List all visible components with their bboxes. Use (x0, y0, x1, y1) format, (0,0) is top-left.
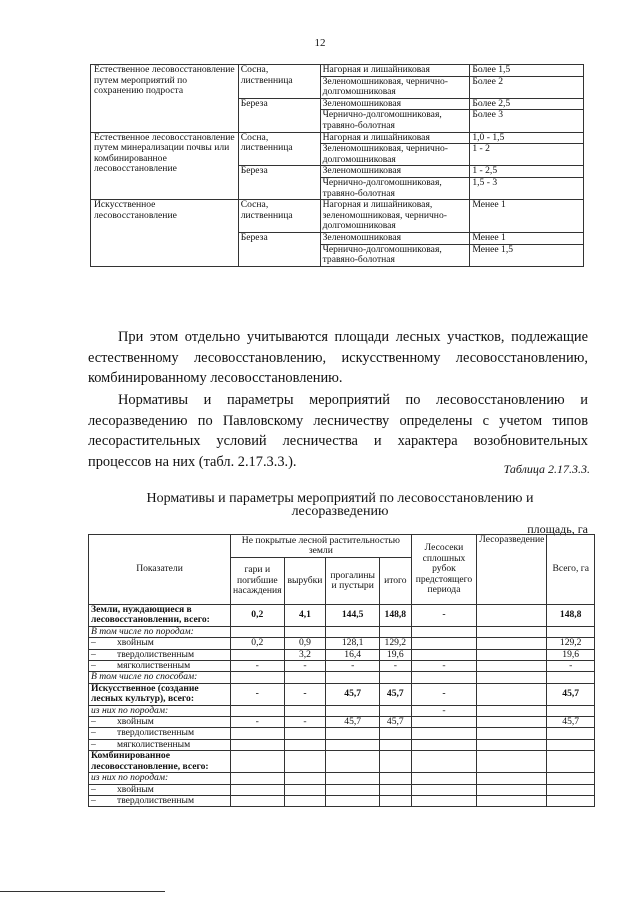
paragraph-norms: Нормативы и параметры мероприятий по лесовосстановлению и лесоразведению по Павловскому лесничеству определены с учетом типов лесорастительных условий лесничества и характера возобновительных процессов на них (табл. 2.17.3.3.). (88, 392, 588, 470)
value-cell (380, 751, 412, 773)
condition-cell: Зеленомошниковая (320, 232, 470, 244)
value-cell: 148,8 (547, 605, 595, 627)
row-label-text: В том числе по способам: (91, 671, 198, 683)
row-dash: – (91, 716, 96, 728)
table-row (89, 683, 595, 705)
value-cell: - (231, 683, 284, 705)
row-label (89, 649, 231, 660)
value-cell: Менее 1 (470, 200, 584, 233)
table-row (89, 717, 595, 728)
value-cell: 45,7 (380, 717, 412, 728)
header-total: Всего, га (547, 535, 595, 605)
table-row (91, 65, 584, 77)
value-cell (411, 649, 477, 660)
value-cell (380, 795, 412, 806)
value-cell: - (284, 717, 326, 728)
value-cell (477, 683, 547, 705)
condition-cell: Чернично-долгомошниковая, травяно-болотная (320, 177, 470, 199)
value-cell (547, 784, 595, 795)
value-cell (231, 795, 284, 806)
value-cell (477, 773, 547, 784)
row-label (89, 638, 231, 649)
value-cell: - (326, 661, 380, 672)
norms-table-body (89, 605, 595, 807)
row-label (89, 784, 231, 795)
row-label (89, 672, 231, 683)
value-cell (411, 795, 477, 806)
table-title-line: Нормативы и параметры мероприятий по лесовосстановлению и (146, 491, 534, 506)
value-cell: 19,6 (547, 649, 595, 660)
condition-cell: Нагорная и лишайниковая (320, 65, 470, 77)
row-dash: – (91, 727, 96, 739)
value-cell (477, 795, 547, 806)
value-cell: - (411, 605, 477, 627)
header-indicators: Показатели (89, 535, 231, 605)
value-cell: - (231, 717, 284, 728)
value-cell (477, 784, 547, 795)
value-cell (547, 626, 595, 637)
value-cell: Более 1,5 (470, 65, 584, 77)
value-cell (284, 739, 326, 750)
value-cell: - (411, 661, 477, 672)
row-label (89, 626, 231, 637)
row-label-text: твердолиственным (117, 727, 195, 739)
value-cell (326, 672, 380, 683)
value-cell (284, 784, 326, 795)
value-cell (411, 717, 477, 728)
value-cell: 4,1 (284, 605, 326, 627)
value-cell (284, 626, 326, 637)
method-cell: Естественное лесовосстановление путем минерализации почвы или комбинированное лесовосстановление (91, 132, 239, 200)
value-cell: - (547, 661, 595, 672)
value-cell (231, 751, 284, 773)
header-cutting-areas: Лесосеки сплошных рубок предстоящего периода (411, 535, 477, 605)
header-afforestation: Лесоразведение (477, 535, 547, 605)
value-cell (411, 672, 477, 683)
header-total-sub: итого (380, 558, 412, 605)
value-cell (477, 638, 547, 649)
value-cell (231, 739, 284, 750)
table-row (89, 739, 595, 750)
row-label-text: твердолиственным (117, 648, 195, 660)
value-cell (231, 626, 284, 637)
value-cell (477, 739, 547, 750)
value-cell (380, 672, 412, 683)
row-label (89, 705, 231, 716)
value-cell: Более 2,5 (470, 98, 584, 110)
header-burnt: гари и погибшие насаждения (231, 558, 284, 605)
paragraph-separate-areas: При этом отдельно учитываются площади лесных участков, подлежащие естественному лесовосстановлению, искусственному лесовосстановлению, комбинированному лесовосстановлению. (88, 329, 588, 386)
value-cell: 45,7 (547, 683, 595, 705)
row-label-text: Искусственное (создание лесных культур), всего: (91, 682, 199, 705)
header-row (89, 535, 595, 558)
row-label (89, 605, 231, 627)
value-cell (284, 795, 326, 806)
row-label (89, 661, 231, 672)
table-row (89, 649, 595, 660)
value-cell: 1,5 - 3 (470, 177, 584, 199)
header-glades: прогалины и пустыри (326, 558, 380, 605)
table-title-line: лесоразведению (291, 504, 389, 519)
row-label-text: Земли, нуждающиеся в лесовосстановлении, всего: (91, 604, 210, 626)
value-cell: 16,4 (326, 649, 380, 660)
value-cell (380, 728, 412, 739)
condition-cell: Зеленомошниковая (320, 166, 470, 178)
condition-cell: Нагорная и лишайниковая, зеленомошниковая, чернично-долгомошниковая (320, 200, 470, 233)
value-cell (326, 795, 380, 806)
value-cell: - (380, 661, 412, 672)
value-cell (477, 626, 547, 637)
table-row (91, 200, 584, 233)
table-row (89, 751, 595, 773)
value-cell (411, 773, 477, 784)
condition-cell: Зеленомошниковая, чернично-долгомошниковая (320, 144, 470, 166)
row-label (89, 683, 231, 705)
value-cell: 3,2 (284, 649, 326, 660)
value-cell (231, 672, 284, 683)
value-cell (477, 672, 547, 683)
table-row (89, 661, 595, 672)
row-label (89, 773, 231, 784)
condition-cell: Чернично-долгомошниковая, травяно-болотная (320, 110, 470, 132)
value-cell (477, 717, 547, 728)
row-label-text: из них по породам: (91, 704, 169, 716)
value-cell (380, 784, 412, 795)
value-cell: 0,9 (284, 638, 326, 649)
value-cell (411, 728, 477, 739)
value-cell (380, 773, 412, 784)
table-row (89, 626, 595, 637)
value-cell (411, 751, 477, 773)
value-cell: 45,7 (326, 717, 380, 728)
value-cell: 129,2 (547, 638, 595, 649)
row-label-text: В том числе по породам: (91, 625, 194, 637)
footnote-divider (0, 891, 165, 892)
species-cell: Сосна, лиственница (238, 65, 320, 99)
value-cell: 0,2 (231, 638, 284, 649)
value-cell (326, 626, 380, 637)
value-cell (284, 705, 326, 716)
value-cell (231, 784, 284, 795)
row-dash: – (91, 648, 96, 660)
value-cell: - (284, 661, 326, 672)
value-cell (547, 751, 595, 773)
value-cell (547, 739, 595, 750)
value-cell (477, 751, 547, 773)
value-cell (380, 626, 412, 637)
table-row (89, 605, 595, 627)
value-cell: 128,1 (326, 638, 380, 649)
row-label-text: из них по породам: (91, 772, 169, 784)
value-cell: Менее 1,5 (470, 244, 584, 266)
table-row (89, 728, 595, 739)
value-cell: Менее 1 (470, 232, 584, 244)
value-cell (380, 705, 412, 716)
value-cell (231, 728, 284, 739)
value-cell (477, 728, 547, 739)
species-cell: Береза (238, 98, 320, 132)
page-number: 12 (314, 37, 326, 49)
value-cell: 19,6 (380, 649, 412, 660)
value-cell (547, 795, 595, 806)
row-label-text: хвойным (117, 637, 154, 649)
norms-table (88, 534, 595, 807)
value-cell (326, 773, 380, 784)
unit-label: площадь, га (527, 522, 588, 536)
value-cell: 1 - 2,5 (470, 166, 584, 178)
value-cell (326, 784, 380, 795)
value-cell (547, 728, 595, 739)
row-dash: – (91, 783, 96, 795)
table-row (89, 638, 595, 649)
species-cell: Сосна, лиственница (238, 132, 320, 166)
value-cell: 45,7 (380, 683, 412, 705)
value-cell (477, 649, 547, 660)
row-dash: – (91, 794, 96, 806)
regeneration-criteria-table (90, 64, 584, 267)
table-row (89, 795, 595, 806)
value-cell (284, 773, 326, 784)
value-cell (326, 705, 380, 716)
value-cell (547, 705, 595, 716)
value-cell (231, 773, 284, 784)
row-label (89, 717, 231, 728)
value-cell: - (411, 705, 477, 716)
method-cell: Искусственное лесовосстановление (91, 200, 239, 267)
value-cell: 45,7 (547, 717, 595, 728)
condition-cell: Зеленомошниковая (320, 98, 470, 110)
value-cell: 129,2 (380, 638, 412, 649)
species-cell: Береза (238, 232, 320, 266)
row-label-text: Комбинированное лесовосстановление, всего: (91, 750, 209, 772)
value-cell: 1 - 2 (470, 144, 584, 166)
row-dash: – (91, 660, 96, 672)
value-cell: Более 2 (470, 76, 584, 98)
value-cell: 144,5 (326, 605, 380, 627)
value-cell (411, 638, 477, 649)
value-cell (284, 672, 326, 683)
row-label-text: хвойным (117, 716, 154, 728)
row-label (89, 739, 231, 750)
row-label (89, 795, 231, 806)
table-row (91, 132, 584, 144)
row-label (89, 728, 231, 739)
value-cell (380, 739, 412, 750)
row-label-text: твердолиственным (117, 794, 195, 806)
value-cell (411, 739, 477, 750)
value-cell: - (231, 661, 284, 672)
value-cell: - (284, 683, 326, 705)
value-cell (411, 784, 477, 795)
value-cell (231, 649, 284, 660)
row-label-text: мягколиственным (117, 738, 191, 750)
table-caption: Таблица 2.17.3.3. (503, 462, 590, 476)
header-clearings: вырубки (284, 558, 326, 605)
species-cell: Береза (238, 166, 320, 200)
table-row (89, 773, 595, 784)
table-title (100, 492, 580, 518)
value-cell (326, 728, 380, 739)
value-cell (326, 739, 380, 750)
value-cell (477, 605, 547, 627)
value-cell (411, 626, 477, 637)
species-cell: Сосна, лиственница (238, 200, 320, 233)
header-not-covered: Не покрытые лесной растительностью земли (231, 535, 412, 558)
condition-cell: Чернично-долгомошниковая, травяно-болотная (320, 244, 470, 266)
value-cell (547, 773, 595, 784)
row-label (89, 751, 231, 773)
row-label-text: хвойным (117, 783, 154, 795)
value-cell: 1,0 - 1,5 (470, 132, 584, 144)
value-cell (477, 705, 547, 716)
row-dash: – (91, 738, 96, 750)
value-cell (477, 661, 547, 672)
row-dash: – (91, 637, 96, 649)
table-row (89, 672, 595, 683)
value-cell (547, 672, 595, 683)
value-cell: 45,7 (326, 683, 380, 705)
value-cell (284, 728, 326, 739)
value-cell (284, 751, 326, 773)
row-label-text: мягколиственным (117, 660, 191, 672)
condition-cell: Нагорная и лишайниковая (320, 132, 470, 144)
value-cell: - (411, 683, 477, 705)
value-cell (326, 751, 380, 773)
value-cell: Более 3 (470, 110, 584, 132)
method-cell: Естественное лесовосстановление путем мероприятий по сохранению подроста (91, 65, 239, 133)
table-row (89, 705, 595, 716)
table-row (89, 784, 595, 795)
value-cell: 148,8 (380, 605, 412, 627)
value-cell: 0,2 (231, 605, 284, 627)
value-cell (231, 705, 284, 716)
condition-cell: Зеленомошниковая, чернично-долгомошниковая (320, 76, 470, 98)
